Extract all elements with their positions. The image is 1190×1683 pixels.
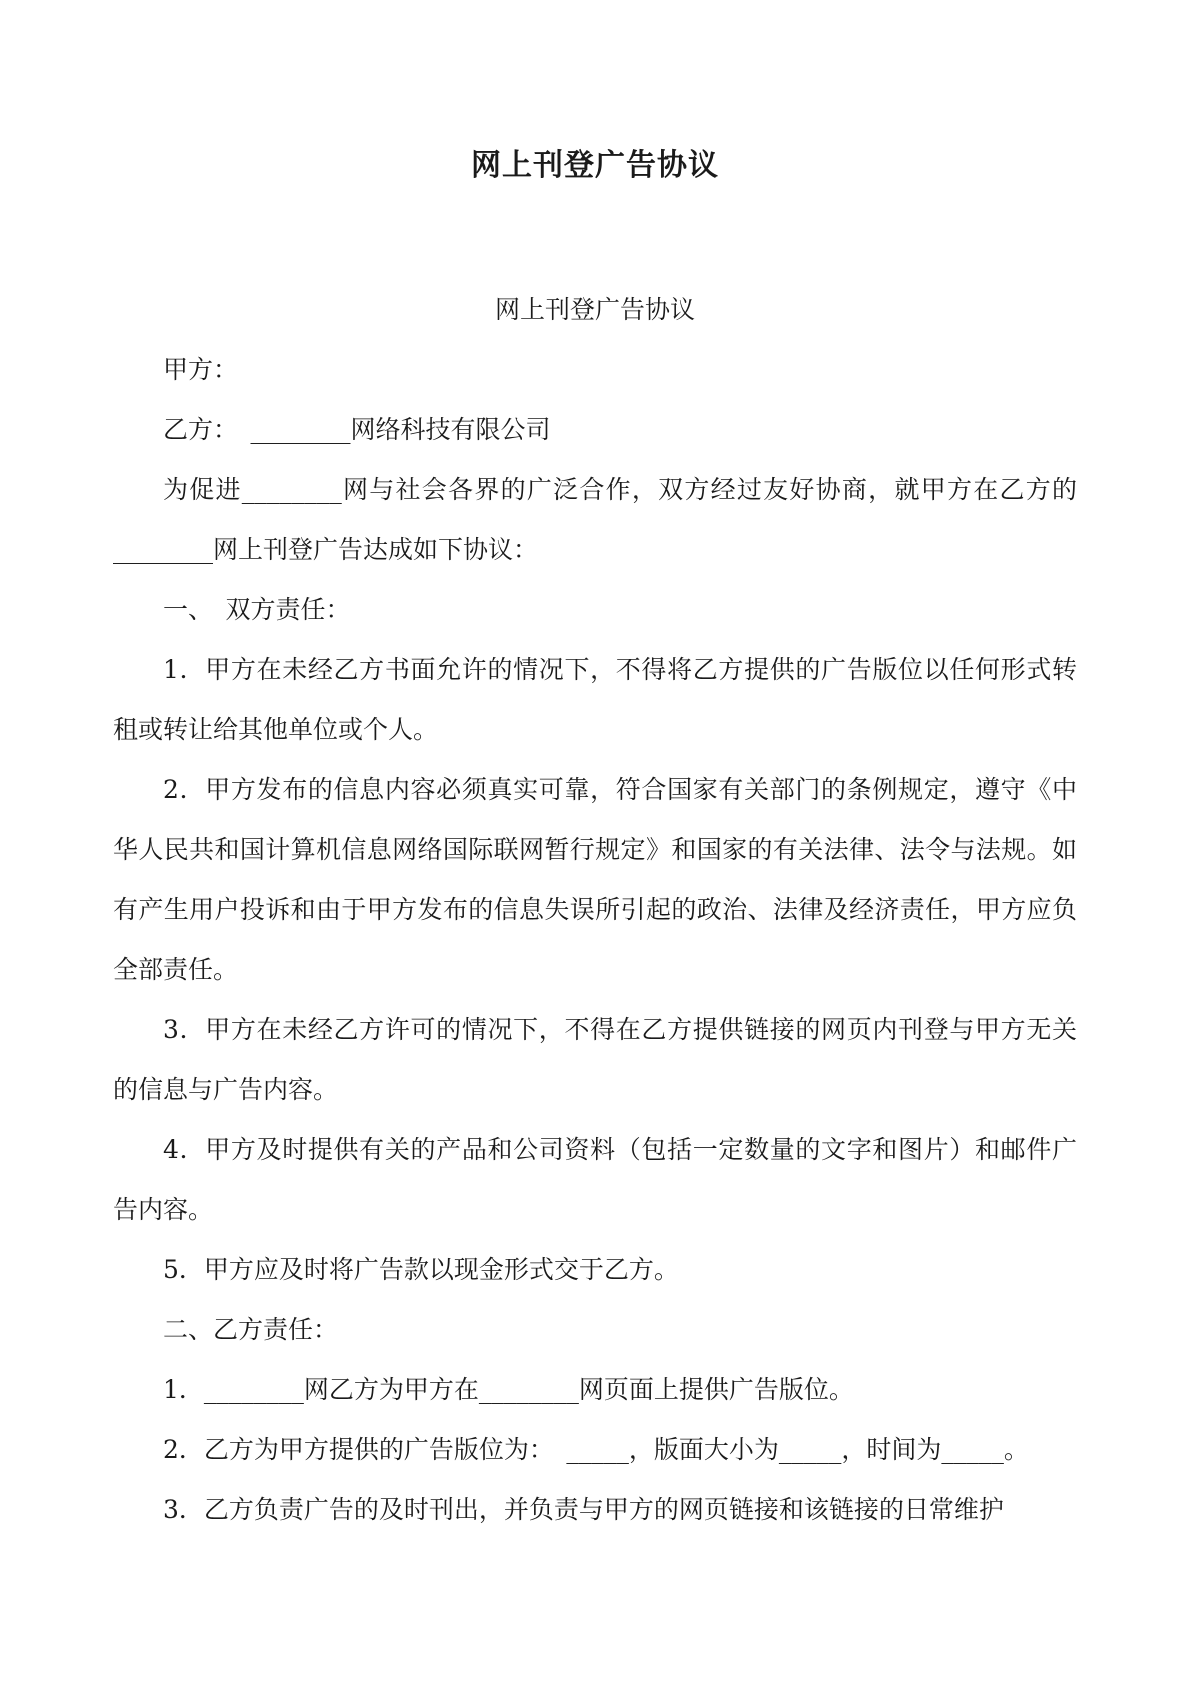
preamble-paragraph: 为促进________网与社会各界的广泛合作，双方经过友好协商，就甲方在乙方的________网上刊登广告达成如下协议： xyxy=(113,475,1077,564)
clause-1-3: 3．甲方在未经乙方许可的情况下，不得在乙方提供链接的网页内刊登与甲方无关的信息与广告内容。 xyxy=(113,1015,1077,1104)
clause-1-5: 5．甲方应及时将广告款以现金形式交于乙方。 xyxy=(163,1255,679,1284)
section-heading-party-b-responsibilities: 二、乙方责任： xyxy=(163,1315,339,1344)
clause-2-2: 2．乙方为甲方提供的广告版位为： _____，版面大小为_____，时间为_____。 xyxy=(163,1435,1029,1464)
party-b-line: 乙方： ________网络科技有限公司 xyxy=(163,415,551,444)
document-subtitle: 网上刊登广告协议 xyxy=(494,295,695,324)
document-title: 网上刊登广告协议 xyxy=(471,148,719,183)
section-heading-mutual-responsibilities: 一、 双方责任： xyxy=(163,595,351,624)
clause-1-4: 4．甲方及时提供有关的产品和公司资料（包括一定数量的文字和图片）和邮件广告内容。 xyxy=(113,1135,1077,1224)
document-body xyxy=(113,280,1077,1540)
clause-1-1: 1．甲方在未经乙方书面允许的情况下，不得将乙方提供的广告版位以任何形式转租或转让给其他单位或个人。 xyxy=(113,655,1077,744)
clause-2-1: 1．________网乙方为甲方在________网页面上提供广告版位。 xyxy=(163,1375,854,1404)
clause-2-3: 3．乙方负责广告的及时刊出，并负责与甲方的网页链接和该链接的日常维护 xyxy=(163,1495,1004,1524)
party-a-line: 甲方： xyxy=(163,355,239,384)
clause-1-2: 2．甲方发布的信息内容必须真实可靠，符合国家有关部门的条例规定，遵守《中华人民共和国计算机信息网络国际联网暂行规定》和国家的有关法律、法令与法规。如有产生用户投诉和由于甲方发布的信息失误所引起的政治、法律及经济责任，甲方应负全部责任。 xyxy=(113,775,1077,984)
